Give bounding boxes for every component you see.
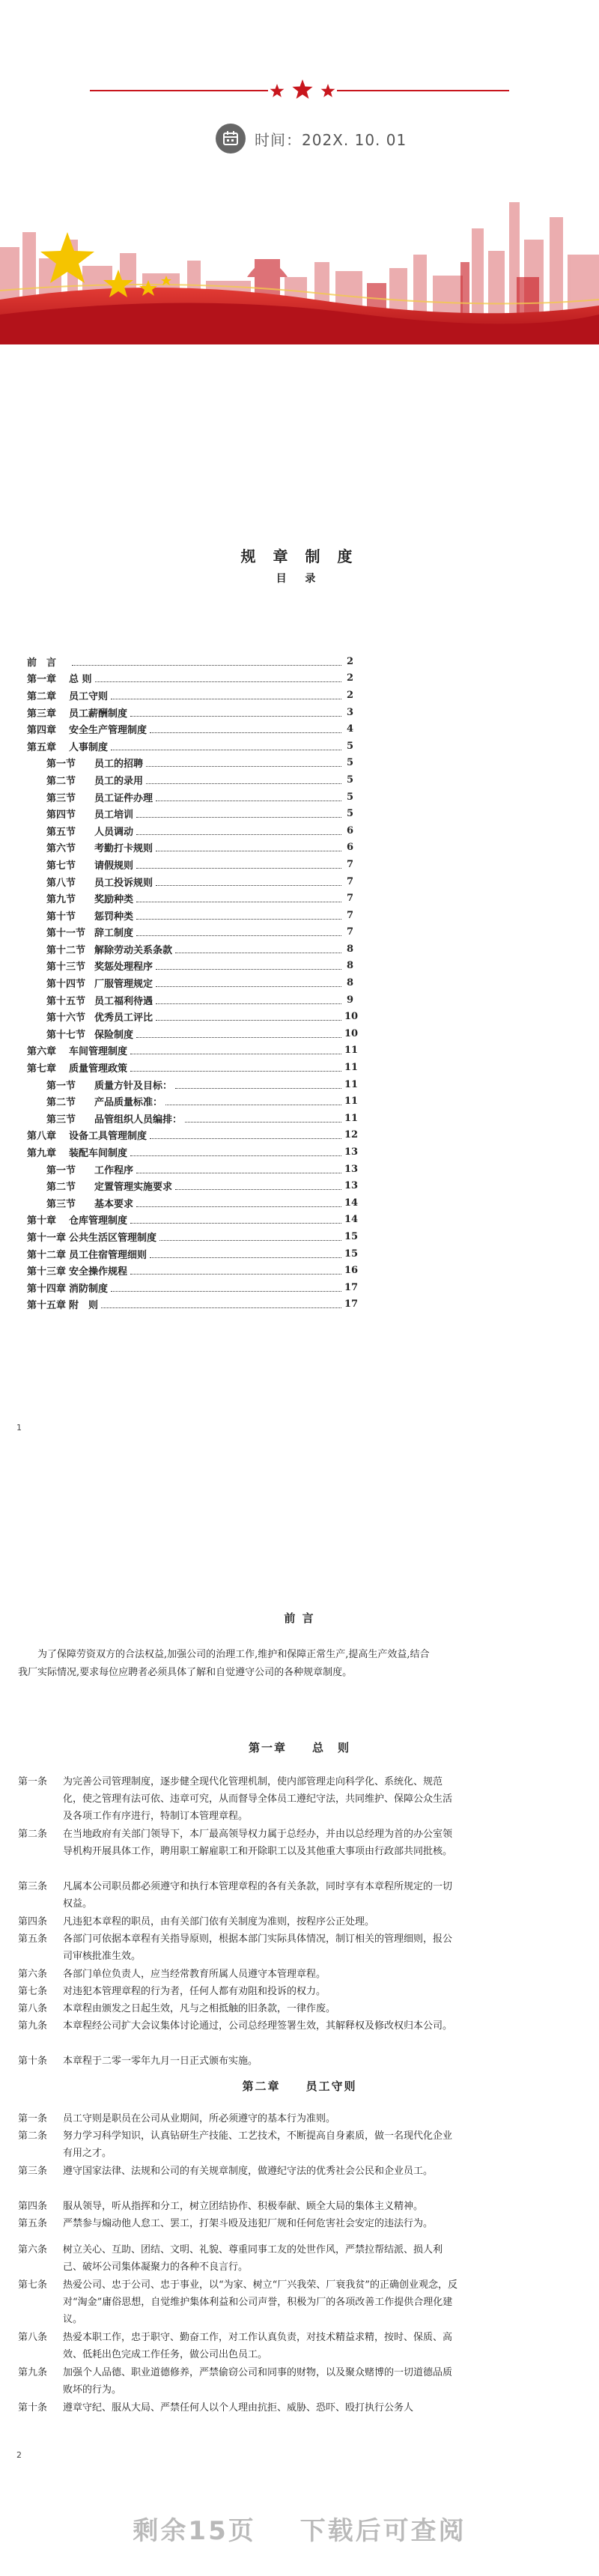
article-text: 对违犯本管理章程的行为者，任何人都有劝阻和投诉的权力。: [63, 1986, 326, 1997]
toc-entry-page: 8: [346, 943, 353, 955]
toc-entry-label: 请假规则: [94, 860, 134, 872]
calendar-icon: [216, 124, 246, 154]
toc-leader-dots: [136, 894, 341, 902]
toc-entry-number: 第十三章: [27, 1266, 67, 1278]
toc-leader-dots: [111, 691, 341, 699]
toc-leader-dots: [156, 878, 341, 886]
toc-entry-label: 辞工制度: [94, 928, 134, 940]
toc-entry[interactable]: [27, 1025, 359, 1042]
toc-leader-dots: [156, 962, 341, 970]
article-number: 第七条: [18, 1986, 48, 1997]
toc-entry-number: 第十三节: [46, 962, 86, 973]
toc-entry-label: 定置管理实施要求: [94, 1182, 173, 1194]
article: [18, 2276, 460, 2328]
toc-entry-number: 第三章: [27, 708, 57, 720]
toc-entry-label: 仓库管理制度: [69, 1215, 128, 1227]
toc-leader-dots: [150, 1131, 341, 1139]
toc-entry[interactable]: [27, 907, 353, 924]
toc-entry-page: 2: [346, 655, 353, 667]
article-text: 本章程经公司扩大会议集体讨论通过，公司总经理签署生效，其解释权及修改权归本公司。: [63, 2020, 453, 2032]
toc-entry-number: 第十四章: [27, 1283, 67, 1295]
article-number: 第七条: [18, 2279, 48, 2291]
article-text: 本章程由颁发之日起生效，凡与之相抵触的旧条款，一律作废。: [63, 2003, 336, 2014]
toc-entry-label: 奖惩处理程序: [94, 962, 153, 973]
toc-entry-number: 第二节: [46, 1097, 76, 1109]
toc-entry-label: 员工薪酬制度: [69, 708, 128, 720]
article: [18, 1878, 460, 1913]
toc-entry[interactable]: [27, 1228, 359, 1245]
toc-entry-page: 12: [344, 1129, 359, 1141]
article-text: 遵守国家法律、法规和公司的有关规章制度，做遵纪守法的优秀社会公民和企业员工。: [63, 2166, 434, 2177]
toc-entry-number: 第三节: [46, 1198, 76, 1210]
toc-entry-number: 第十二章: [27, 1249, 67, 1261]
toc-entry-page: 7: [346, 893, 353, 905]
cover-header: [0, 0, 599, 344]
toc-entry-page: 5: [346, 774, 353, 786]
toc-entry-page: 5: [346, 740, 353, 752]
three-stars-icon: [267, 78, 338, 105]
toc-entry-number: 第七章: [27, 1063, 57, 1075]
toc-entry-number: 第三节: [46, 1114, 76, 1126]
toc-leader-dots: [130, 1215, 341, 1224]
toc-entry-number: 第五章: [27, 741, 57, 753]
preface-text: 为了保障劳资双方的合法权益,加强公司的治理工作,维护和保障正常生产,提高生产效益,结合我厂实际情况,要求每位应聘者必须具体了解和自觉遵守公司的各种规章制度。: [18, 1649, 430, 1678]
toc-leader-dots: [146, 776, 341, 784]
toc-entry[interactable]: [27, 704, 353, 721]
toc-leader-dots: [136, 1165, 341, 1173]
toc-entry-number: 第七节: [46, 860, 76, 872]
article-number: 第二条: [18, 2130, 48, 2142]
toc-entry-label: 惩罚种类: [94, 911, 134, 923]
chapter-1-title: 第一章 总 则: [248, 1741, 350, 1755]
toc-entry-label: 基本要求: [94, 1198, 134, 1210]
toc-entry-number: 第八节: [46, 877, 76, 889]
toc-entry-page: 10: [344, 1027, 359, 1039]
toc-entry[interactable]: [27, 941, 353, 958]
article-text: 在当地政府有关部门领导下，本厂最高领导权力属于总经办，并由以总经理为首的办公室领导机构开展具体工作，聘用职工解雇职工和开除职工以及其他重大事项由行政部共同批核。: [63, 1829, 453, 1857]
toc-entry[interactable]: [27, 1212, 359, 1229]
toc-leader-dots: [101, 1300, 341, 1308]
toc-entry[interactable]: [27, 805, 353, 822]
toc-entry-label: 厂服管理规定: [94, 979, 153, 991]
toc-entry-number: 第六章: [27, 1046, 57, 1058]
toc-entry[interactable]: [27, 1042, 359, 1060]
toc-leader-dots: [136, 928, 341, 936]
article: [18, 2329, 460, 2363]
article-text: 树立关心、互助、团结、文明、礼貌、尊重同事工友的处世作风，严禁拉帮结派、损人利己、破坏公司集体凝聚力的各种不良言行。: [63, 2244, 443, 2273]
article-number: 第九条: [18, 2020, 48, 2032]
toc-leader-dots: [156, 1012, 341, 1021]
article-number: 第四条: [18, 1916, 48, 1928]
toc-entry[interactable]: [27, 1245, 359, 1263]
toc-entry-label: 员工证件办理: [94, 792, 153, 804]
page-number-2: 2: [16, 2450, 22, 2460]
toc-entry-number: 第二章: [27, 690, 57, 702]
article: [18, 2127, 460, 2162]
toc-entry-page: 11: [344, 1112, 359, 1124]
toc-entry[interactable]: [27, 991, 353, 1009]
article-number: 第三条: [18, 1881, 48, 1892]
article: [18, 2110, 460, 2127]
article-number: 第三条: [18, 2166, 48, 2177]
toc-entry-number: 第一节: [46, 759, 76, 771]
toc-entry-number: 第十一节: [46, 928, 86, 940]
article-text: 各部门可依据本章程有关指导原则，根据本部门实际具体情况，制订相关的管理细则，报公司审核批准生效。: [63, 1933, 453, 1962]
toc-leader-dots: [95, 674, 341, 682]
toc-entry-page: 6: [346, 842, 353, 854]
page-number-1: 1: [16, 1423, 22, 1433]
toc-entry[interactable]: [27, 822, 353, 839]
toc-entry-label: 消防制度: [69, 1283, 109, 1295]
toc-entry[interactable]: [27, 1194, 359, 1212]
chapter-2-title: 第二章 员工守则: [242, 2080, 357, 2093]
toc-entry-number: 第九节: [46, 894, 76, 906]
toc-title: 规 章 制 度: [240, 547, 359, 565]
toc-entry-number: 第十五章: [27, 1300, 67, 1312]
article: [18, 2241, 460, 2276]
toc-entry-page: 15: [344, 1248, 359, 1260]
toc-entry[interactable]: [27, 873, 353, 890]
toc-leader-dots: [185, 1114, 341, 1123]
toc-entry-number: 第一节: [46, 1164, 76, 1176]
toc-leader-dots: [150, 1250, 341, 1258]
toc-entry-page: 7: [346, 926, 353, 938]
article-text: 本章程于二零一零年九月一日正式颁布实施。: [63, 2056, 258, 2067]
toc-entry-page: 16: [344, 1265, 359, 1277]
toc-entry-label: 员工的招聘: [94, 759, 144, 771]
toc-entry-label: 装配车间制度: [69, 1148, 128, 1160]
toc-entry-label: 人员调动: [94, 826, 134, 838]
toc-leader-dots: [136, 827, 341, 835]
toc-leader-dots: [156, 843, 341, 851]
article-number: 第二条: [18, 1829, 48, 1840]
toc-entry-number: 第六节: [46, 843, 76, 855]
toc-entry-number: 第九章: [27, 1148, 57, 1160]
toc-leader-dots: [111, 1284, 341, 1292]
toc-entry-number: 第十二节: [46, 944, 86, 956]
article: [18, 1931, 460, 1965]
article: [18, 1913, 460, 1931]
article: [18, 2215, 460, 2232]
toc-entry-page: 7: [346, 875, 353, 887]
toc-entry-number: 第四章: [27, 725, 57, 737]
toc-entry[interactable]: [27, 958, 353, 975]
article: [18, 1826, 460, 1860]
toc-entry-page: 3: [346, 706, 353, 718]
toc-entry-label: 产品质量标准：: [94, 1097, 163, 1109]
article-number: 第十条: [18, 2056, 48, 2067]
toc-entry[interactable]: [27, 1127, 359, 1144]
toc-entry-label: 员工住宿管理细则: [69, 1249, 148, 1261]
article: [18, 1983, 460, 2000]
toc-entry[interactable]: [27, 789, 353, 806]
toc-entry[interactable]: [27, 1076, 359, 1093]
toc-entry[interactable]: [27, 755, 353, 772]
remaining-pages-label: 剩余15页: [133, 2516, 256, 2546]
preface-title: 前 言: [284, 1611, 315, 1625]
article: [18, 2017, 460, 2035]
article: [18, 2198, 460, 2215]
toc-entry-page: 2: [346, 672, 353, 684]
article-text: 热爱公司、忠于公司、忠于事业，以“为家、树立“厂兴我荣、厂衰我贫”的正确创业观念，反对“淘金”庸俗思想，自觉维护集体利益和公司声誉，积极为厂的各项改善工作提供合理化建议。: [63, 2279, 457, 2325]
article-text: 热爱本职工作，忠于职守、勤奋工作，对工作认真负责，对技术精益求精，按时、保质、高效、低耗出色完成工作任务，做公司出色员工。: [63, 2332, 453, 2360]
toc-leader-dots: [130, 1046, 341, 1054]
toc-leader-dots: [130, 708, 341, 717]
toc-entry-page: 17: [344, 1281, 359, 1293]
city-skyline-banner: [0, 187, 599, 344]
toc-entry-label: 考勤打卡规则: [94, 843, 153, 855]
toc-leader-dots: [175, 945, 341, 953]
toc-entry-label: 安全操作规程: [69, 1266, 128, 1278]
toc-entry-label: 附 则: [69, 1300, 99, 1312]
toc-entry-label: 解除劳动关系条款: [94, 944, 173, 956]
toc-entry-page: 11: [344, 1062, 359, 1074]
toc-entry-page: 4: [346, 723, 353, 735]
date-label: 时间：202X. 10. 01: [255, 130, 407, 149]
toc-entry-number: 第二节: [46, 775, 76, 787]
toc-entry[interactable]: [27, 839, 353, 857]
toc-entry-page: 11: [344, 1045, 359, 1057]
toc-entry-page: 14: [344, 1197, 359, 1209]
article-number: 第四条: [18, 2201, 48, 2212]
toc-entry-number: 第二节: [46, 1182, 76, 1194]
remaining-pages-banner[interactable]: [0, 2510, 599, 2547]
toc-entry[interactable]: [27, 1279, 359, 1296]
article: [18, 1773, 460, 1825]
toc-entry-number: 第八章: [27, 1131, 57, 1143]
toc-entry[interactable]: [27, 687, 353, 704]
toc-entry-page: 10: [344, 1011, 359, 1023]
article-number: 第一条: [18, 2113, 48, 2124]
toc-entry-page: 2: [346, 689, 353, 701]
toc-entry[interactable]: [27, 1177, 359, 1194]
article: [18, 2399, 460, 2416]
toc-leader-dots: [165, 1097, 341, 1105]
toc-entry-number: 第一节: [46, 1080, 76, 1092]
toc-entry-number: 第十七节: [46, 1029, 86, 1041]
toc-entry-page: 6: [346, 824, 353, 836]
article-number: 第九条: [18, 2367, 48, 2378]
toc-entry-label: 优秀员工评比: [94, 1012, 153, 1024]
toc-entry[interactable]: [27, 1161, 359, 1178]
toc-entry[interactable]: [27, 1143, 359, 1161]
toc-entry[interactable]: [27, 738, 353, 755]
toc-entry-label: 人事制度: [69, 741, 109, 753]
article-text: 服从领导，听从指挥和分工，树立团结协作、积极奉献、顾全大局的集体主义精神。: [63, 2201, 424, 2212]
toc-entry[interactable]: [27, 924, 353, 941]
toc-entry-number: 第一章: [27, 674, 57, 686]
divider-line-right: [337, 90, 509, 91]
toc-leader-dots: [136, 860, 341, 869]
toc-entry[interactable]: [27, 720, 353, 738]
toc-entry-number: 第五节: [46, 826, 76, 838]
toc-entry-label: 总 则: [69, 674, 92, 686]
toc-entry-page: 14: [344, 1214, 359, 1226]
download-to-view-label[interactable]: 下载后可查阅: [300, 2516, 466, 2546]
toc-entry-label: 设备工具管理制度: [69, 1131, 148, 1143]
divider-line-left: [90, 90, 268, 91]
article-number: 第五条: [18, 1933, 48, 1945]
article-text: 员工守则是职员在公司从业期间，所必须遵守的基本行为准则。: [63, 2113, 336, 2124]
toc-entry-page: 8: [346, 960, 353, 972]
toc-leader-dots: [159, 1233, 341, 1241]
article-number: 第八条: [18, 2332, 48, 2343]
toc-entry-page: 13: [344, 1180, 359, 1192]
article-number: 第五条: [18, 2218, 48, 2229]
toc-entry-label: 质量方针及目标：: [94, 1080, 173, 1092]
article: [18, 2163, 460, 2180]
article-text: 为完善公司管理制度，逐步健全现代化管理机制，使内部管理走向科学化、系统化、规范化，使之管理有法可依、违章可究，从而督导全体员工遵纪守法，共同维护、保障公众生活及各项工作有序进行，特制订本管理章程。: [63, 1776, 453, 1822]
toc-subtitle: 目 录: [276, 573, 323, 585]
article-text: 凡属本公司职员都必须遵守和执行本管理章程的各有关条款，同时享有本章程所规定的一切权益。: [63, 1881, 453, 1910]
article-number: 第六条: [18, 2244, 48, 2255]
toc-leader-dots: [136, 1030, 341, 1038]
toc-entry-label: 公共生活区管理制度: [69, 1232, 157, 1244]
toc-leader-dots: [175, 1081, 341, 1089]
article-text: 努力学习科学知识，认真钻研生产技能、工艺技术，不断提高自身素质，做一名现代化企业有用之才。: [63, 2130, 453, 2159]
toc-entry-page: 5: [346, 791, 353, 803]
toc-entry-label: 工作程序: [94, 1164, 134, 1176]
toc-entry[interactable]: [27, 1262, 359, 1279]
article-number: 第六条: [18, 1969, 48, 1980]
toc-leader-dots: [136, 911, 341, 920]
toc-entry-label: 员工福利待遇: [94, 995, 153, 1007]
toc-leader-dots: [156, 996, 341, 1004]
toc-entry-label: 员工守则: [69, 690, 109, 702]
toc-entry-page: 8: [346, 977, 353, 989]
toc-entry-number: 第十四节: [46, 979, 86, 991]
article-text: 严禁参与煽动他人怠工、罢工，打架斗殴及违犯厂规和任何危害社会安定的违法行为。: [63, 2218, 434, 2229]
toc-entry-label: 奖励种类: [94, 894, 134, 906]
toc-entry-label: 车间管理制度: [69, 1046, 128, 1058]
toc-entry-page: 5: [346, 757, 353, 769]
toc-entry[interactable]: [27, 653, 353, 670]
toc-entry-number: 第十六节: [46, 1012, 86, 1024]
toc-entry[interactable]: [27, 974, 353, 991]
toc-entry[interactable]: [27, 856, 353, 873]
toc-entry-number: 第十节: [46, 911, 76, 923]
toc-entry[interactable]: [27, 1059, 359, 1076]
toc-entry-number: 第十章: [27, 1215, 57, 1227]
toc-entry[interactable]: [27, 890, 353, 907]
article: [18, 1966, 460, 1983]
toc-leader-dots: [150, 725, 341, 733]
toc-leader-dots: [72, 657, 341, 666]
article: [18, 2364, 460, 2399]
toc-entry-label: 品管组织人员编排：: [94, 1114, 183, 1126]
toc-entry-number: 第十一章: [27, 1232, 67, 1244]
toc-entry-number: 第十五节: [46, 995, 86, 1007]
toc-leader-dots: [156, 793, 341, 801]
toc-entry-page: 11: [344, 1078, 359, 1090]
toc-leader-dots: [130, 1266, 341, 1275]
toc-entry-page: 7: [346, 858, 353, 870]
toc-entry[interactable]: [27, 1008, 359, 1025]
time-row: [216, 121, 407, 156]
toc-entry-number: 第四节: [46, 809, 76, 821]
article-text: 遵章守纪、服从大局、严禁任何人以个人理由抗拒、威胁、恐吓、殴打执行公务人: [63, 2402, 414, 2414]
toc-entry-page: 15: [344, 1230, 359, 1242]
toc-entry-page: 13: [344, 1146, 359, 1158]
toc-entry[interactable]: [27, 1110, 359, 1127]
article-number: 第十条: [18, 2402, 48, 2414]
toc-leader-dots: [175, 1182, 341, 1190]
toc-entry-number: 前 言: [27, 657, 57, 669]
toc-leader-dots: [136, 1199, 341, 1207]
article-number: 第一条: [18, 1776, 48, 1787]
article-number: 第八条: [18, 2003, 48, 2014]
toc-leader-dots: [130, 1063, 341, 1072]
toc-leader-dots: [136, 809, 341, 818]
toc-entry-page: 13: [344, 1163, 359, 1175]
toc-entry[interactable]: [27, 1093, 359, 1110]
toc-entry-label: 质量管理政策: [69, 1063, 128, 1075]
toc-entry-label: 保险制度: [94, 1029, 134, 1041]
toc-entry-page: 11: [344, 1096, 359, 1108]
article: [18, 2053, 460, 2070]
toc-entry-number: 第三节: [46, 792, 76, 804]
article: [18, 2000, 460, 2017]
toc-entry[interactable]: [27, 771, 353, 789]
toc-entry-page: 9: [346, 994, 353, 1006]
toc-entry-page: 17: [344, 1298, 359, 1310]
toc-entry[interactable]: [27, 1296, 359, 1313]
toc-entry[interactable]: [27, 670, 353, 687]
toc-entry-page: 5: [346, 808, 353, 820]
article-text: 各部门单位负责人，应当经常教育所属人员遵守本管理章程。: [63, 1969, 326, 1980]
toc-entry-label: 员工培训: [94, 809, 134, 821]
article-text: 凡违犯本章程的职员，由有关部门依有关制度为准则，按程序公正处理。: [63, 1916, 375, 1928]
toc-leader-dots: [146, 759, 341, 767]
toc-entry-page: 7: [346, 909, 353, 921]
toc-leader-dots: [111, 742, 341, 750]
table-of-contents: [27, 653, 359, 1313]
toc-leader-dots: [156, 979, 341, 987]
toc-entry-label: 员工的录用: [94, 775, 144, 787]
toc-entry-label: 员工投诉规则: [94, 877, 153, 889]
article-text: 加强个人品德、职业道德修养，严禁偷窃公司和同事的财物，以及聚众赌博的一切道德品质败坏的行为。: [63, 2367, 453, 2396]
toc-entry-label: 安全生产管理制度: [69, 725, 148, 737]
toc-leader-dots: [130, 1148, 341, 1156]
